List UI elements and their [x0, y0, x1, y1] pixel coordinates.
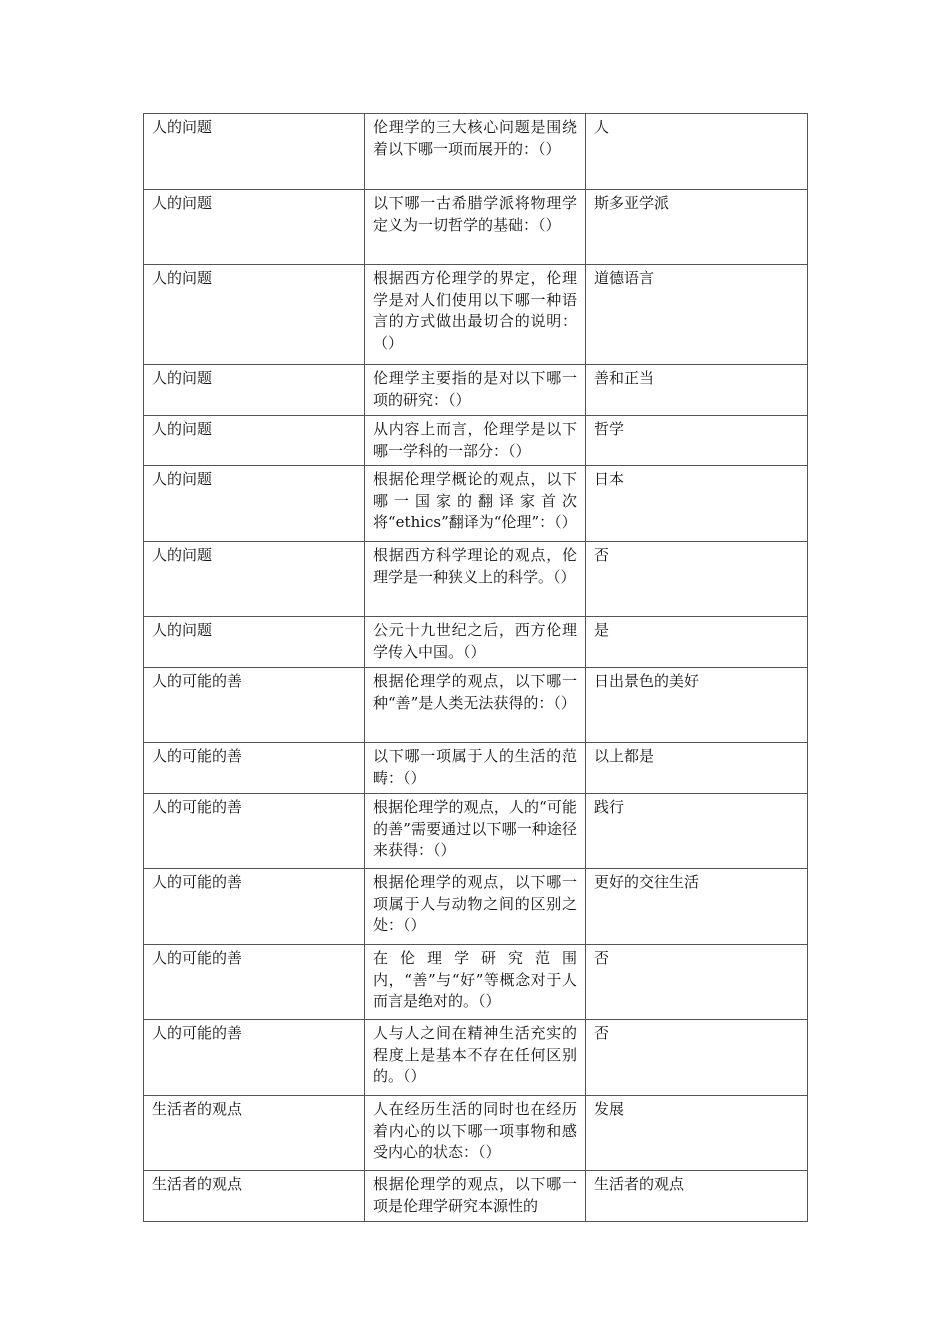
- answer-cell: 日出景色的美好: [586, 668, 808, 743]
- answer-cell: 否: [586, 1020, 808, 1096]
- question-cell: [365, 1171, 586, 1222]
- table-row: [144, 794, 808, 869]
- answer-cell: 哲学: [586, 416, 808, 466]
- question-text: 根据伦理学的观点，以下哪一项是伦理学研究本源性的: [373, 1175, 577, 1215]
- chapter-cell: 人的问题: [144, 114, 365, 190]
- table-row: [144, 1171, 808, 1222]
- question-cell: 根据西方科学理论的观点，伦理学是一种狭义上的科学。（）: [365, 542, 586, 617]
- question-cell: 根据伦理学的观点，以下哪一种“善”是人类无法获得的：（）: [365, 668, 586, 743]
- table-row: [144, 265, 808, 365]
- chapter-cell: 人的问题: [144, 265, 365, 365]
- chapter-cell: 人的问题: [144, 416, 365, 466]
- table-row: [144, 668, 808, 743]
- chapter-cell: 人的问题: [144, 466, 365, 542]
- chapter-cell: 人的可能的善: [144, 794, 365, 869]
- answer-cell: 道德语言: [586, 265, 808, 365]
- table-row: [144, 743, 808, 794]
- answer-cell: 以上都是: [586, 743, 808, 794]
- chapter-cell: 人的可能的善: [144, 1020, 365, 1096]
- table-row: [144, 114, 808, 190]
- chapter-cell: 人的问题: [144, 542, 365, 617]
- table-row: [144, 1020, 808, 1096]
- table-row: [144, 542, 808, 617]
- question-cell: 人与人之间在精神生活充实的程度上是基本不存在任何区别的。（）: [365, 1020, 586, 1096]
- answer-cell: 否: [586, 945, 808, 1020]
- answer-cell: 日本: [586, 466, 808, 542]
- answer-cell: 善和正当: [586, 365, 808, 416]
- chapter-cell: 人的可能的善: [144, 869, 365, 945]
- chapter-cell: 人的问题: [144, 190, 365, 265]
- question-table-body: [144, 114, 808, 1222]
- chapter-cell: 人的可能的善: [144, 668, 365, 743]
- answer-cell: 否: [586, 542, 808, 617]
- question-cell: 在伦理学研究范围内，“善”与“好”等概念对于人而言是绝对的。（）: [365, 945, 586, 1020]
- question-cell: 公元十九世纪之后，西方伦理学传入中国。（）: [365, 617, 586, 668]
- answer-cell: 斯多亚学派: [586, 190, 808, 265]
- question-cell: 根据西方伦理学的界定，伦理学是对人们使用以下哪一种语言的方式做出最切合的说明：（）: [365, 265, 586, 365]
- chapter-cell: 人的可能的善: [144, 743, 365, 794]
- answer-cell: 践行: [586, 794, 808, 869]
- answer-cell: 人: [586, 114, 808, 190]
- table-row: [144, 617, 808, 668]
- chapter-cell: 生活者的观点: [144, 1171, 365, 1222]
- answer-cell: 发展: [586, 1096, 808, 1171]
- table-row: [144, 365, 808, 416]
- question-cell: [365, 466, 586, 542]
- table-row: [144, 416, 808, 466]
- question-cell: 根据伦理学的观点，人的“可能的善”需要通过以下哪一种途径来获得：（）: [365, 794, 586, 869]
- chapter-cell: 人的问题: [144, 617, 365, 668]
- question-cell: 以下哪一古希腊学派将物理学定义为一切哲学的基础：（）: [365, 190, 586, 265]
- question-cell: 从内容上而言，伦理学是以下哪一学科的一部分：（）: [365, 416, 586, 466]
- table-row: [144, 869, 808, 945]
- question-text: 根据伦理学概论的观点，以下哪一国家的翻译家首次将“ethics”翻译为“伦理”：（）: [373, 470, 577, 531]
- answer-cell: 是: [586, 617, 808, 668]
- question-table: [143, 113, 808, 1222]
- answer-cell: 更好的交往生活: [586, 869, 808, 945]
- question-cell: 伦理学主要指的是对以下哪一项的研究：（）: [365, 365, 586, 416]
- chapter-cell: 人的可能的善: [144, 945, 365, 1020]
- table-row: [144, 945, 808, 1020]
- question-cell: 根据伦理学的观点，以下哪一项属于人与动物之间的区别之处：（）: [365, 869, 586, 945]
- question-cell: 以下哪一项属于人的生活的范畴：（）: [365, 743, 586, 794]
- answer-cell: 生活者的观点: [586, 1171, 808, 1222]
- question-cell: 伦理学的三大核心问题是围绕着以下哪一项而展开的：（）: [365, 114, 586, 190]
- table-row: [144, 190, 808, 265]
- table-row: [144, 466, 808, 542]
- question-cell: 人在经历生活的同时也在经历着内心的以下哪一项事物和感受内心的状态：（）: [365, 1096, 586, 1171]
- chapter-cell: 人的问题: [144, 365, 365, 416]
- chapter-cell: 生活者的观点: [144, 1096, 365, 1171]
- table-row: [144, 1096, 808, 1171]
